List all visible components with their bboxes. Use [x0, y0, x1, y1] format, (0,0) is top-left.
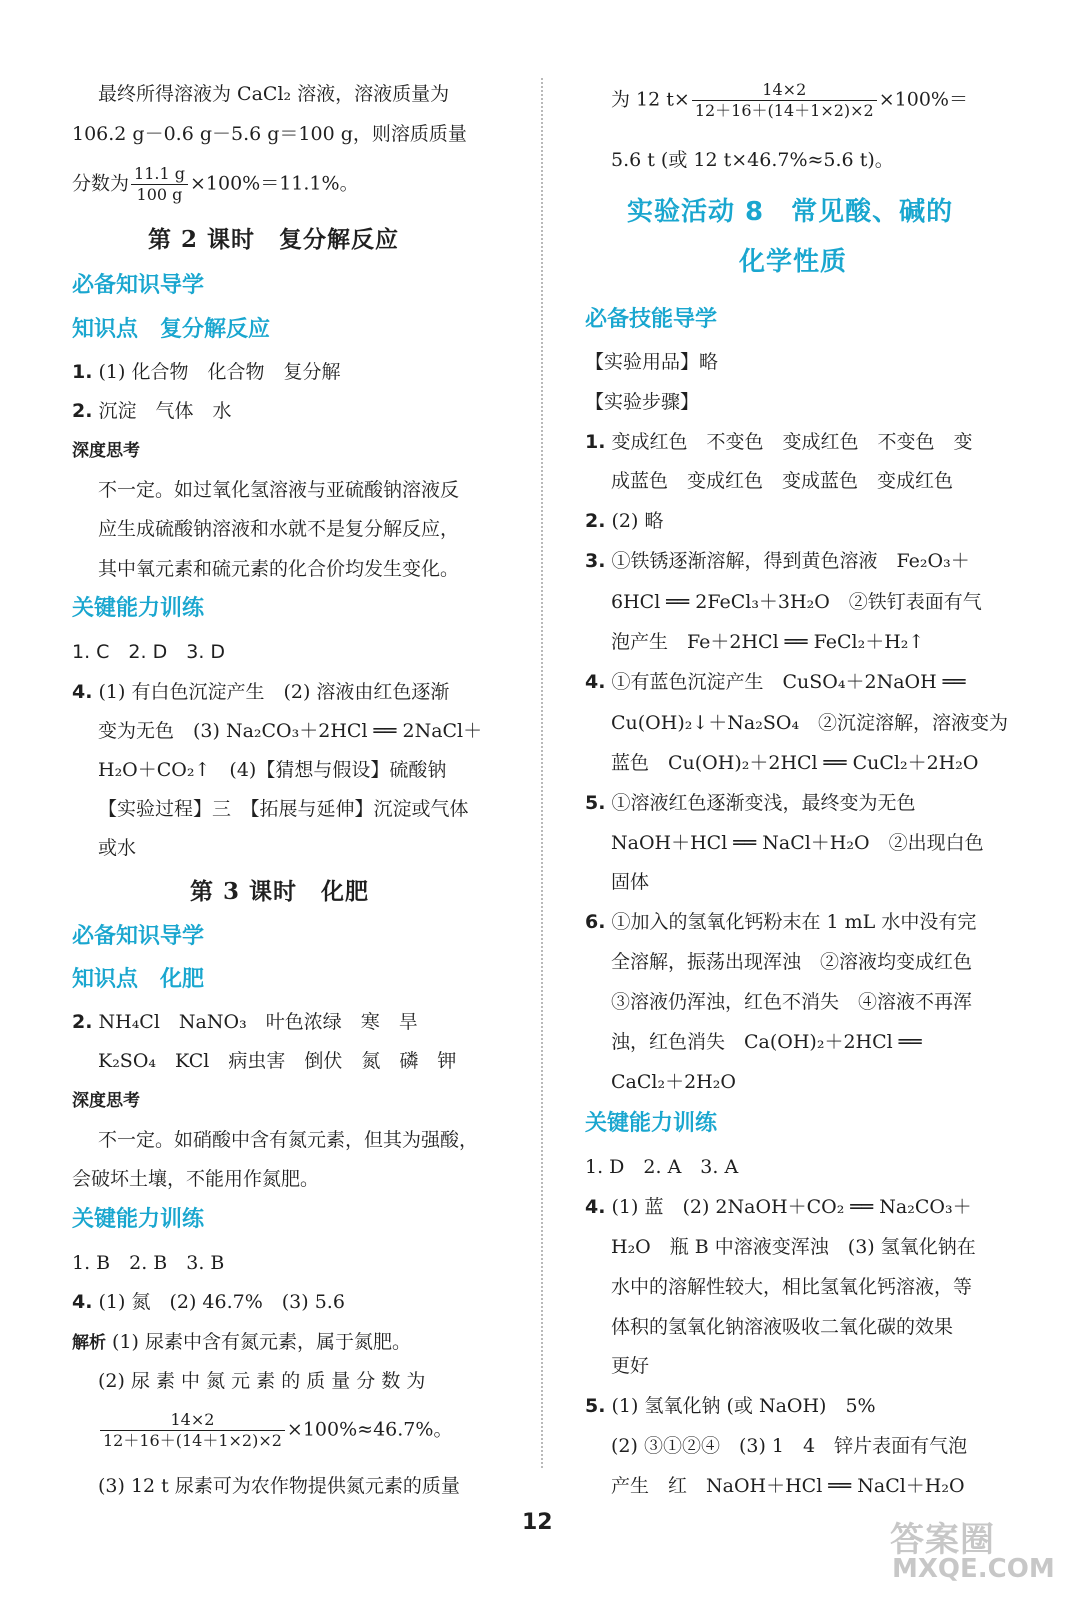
text-line: 【实验过程】三 【拓展与延伸】沉淀或气体: [98, 798, 469, 820]
answer-line: 3. ①铁锈逐渐溶解，得到黄色溶液 Fe₂O₃＋: [585, 550, 970, 572]
text-line: 体积的氢氧化钠溶液吸收二氧化碳的效果: [611, 1316, 954, 1338]
denominator: 100 g: [136, 185, 183, 204]
text-line: 106.2 g－0.6 g－5.6 g＝100 g，则溶质质量: [72, 123, 467, 145]
numerator: 11.1 g: [131, 164, 188, 185]
answer-line: 1. D 2. A 3. A: [585, 1156, 739, 1178]
answer-line: 2. 沉淀 气体 水: [72, 400, 232, 422]
page-number: 12: [522, 1510, 553, 1535]
divider: [541, 78, 543, 1468]
text-line: 浊，红色消失 Ca(OH)₂＋2HCl ══: [611, 1031, 922, 1053]
fraction: [692, 80, 877, 121]
answer-line: 4. (1) 蓝 (2) 2NaOH＋CO₂ ══ Na₂CO₃＋: [585, 1196, 972, 1218]
text-line: (2) 尿 素 中 氮 元 素 的 质 量 分 数 为: [98, 1370, 426, 1392]
numerator: 14×2: [100, 1410, 285, 1431]
text-line: 会破坏土壤，不能用作氮肥。: [72, 1168, 320, 1190]
numerator: 14×2: [692, 80, 877, 101]
text-line: 其中氧元素和硫元素的化合价均发生变化。: [98, 558, 460, 580]
section-heading: 必备技能导学: [585, 307, 718, 332]
text-line: 产生 红 NaOH＋HCl ══ NaCl＋H₂O: [611, 1475, 965, 1497]
text-line: 【实验步骤】: [585, 391, 700, 413]
text-line: H₂O 瓶 B 中溶液变浑浊 (3) 氢氧化钠在: [611, 1236, 976, 1258]
fraction-line: [98, 1410, 452, 1451]
denominator: 12＋16＋(14＋1×2)×2: [694, 101, 874, 120]
answer-line: 1. B 2. B 3. B: [72, 1252, 225, 1274]
answer-line: 4. ①有蓝色沉淀产生 CuSO₄＋2NaOH ══: [585, 671, 966, 693]
text-line: 蓝色 Cu(OH)₂＋2HCl ══ CuCl₂＋2H₂O: [611, 752, 979, 774]
text-line: 不一定。如硝酸中含有氮元素，但其为强酸，: [98, 1129, 479, 1151]
text-line: (3) 12 t 尿素可为农作物提供氮元素的质量: [98, 1475, 460, 1497]
answer-line: 2. NH₄Cl NaNO₃ 叶色浓绿 寒 旱: [72, 1011, 418, 1033]
text: ×100%＝: [878, 88, 968, 111]
section-heading: 关键能力训练: [585, 1111, 718, 1136]
text-line: Cu(OH)₂↓＋Na₂SO₄ ②沉淀溶解，溶液变为: [611, 712, 1009, 734]
text-line: H₂O＋CO₂↑ (4)【猜想与假设】硫酸钠: [98, 759, 447, 781]
fraction: [100, 1410, 285, 1451]
fraction: [131, 164, 188, 205]
text-line: 变为无色 (3) Na₂CO₃＋2HCl ══ 2NaCl＋: [98, 720, 483, 742]
section-heading: 必备知识导学: [72, 273, 205, 298]
text-line: K₂SO₄ KCl 病虫害 倒伏 氮 磷 钾: [98, 1050, 457, 1072]
analysis-label: 解析: [72, 1333, 106, 1353]
analysis-line: 解析 (1) 尿素中含有氮元素，属于氮肥。: [72, 1331, 412, 1353]
lesson-heading: 第 2 课时 复分解反应: [148, 226, 400, 253]
text-line: 成蓝色 变成红色 变成蓝色 变成红色: [611, 470, 954, 492]
text: 分数为: [72, 172, 130, 195]
text-line: (2) ③①②④ (3) 1 4 锌片表面有气泡: [611, 1435, 968, 1457]
deep-thinking-label: 深度思考: [72, 1091, 140, 1111]
watermark-text: 答案圈: [890, 1520, 995, 1560]
text: 为 12 t×: [611, 88, 690, 111]
knowledge-point-heading: 知识点 复分解反应: [72, 317, 271, 342]
denominator: 12＋16＋(14＋1×2)×2: [103, 1431, 282, 1450]
knowledge-point-heading: 知识点 化肥: [72, 967, 205, 992]
answer-line: 1. 变成红色 不变色 变成红色 不变色 变: [585, 431, 973, 453]
answer-line: 6. ①加入的氢氧化钙粉末在 1 mL 水中没有完: [585, 911, 977, 933]
section-heading: 关键能力训练: [72, 596, 205, 621]
section-heading: 必备知识导学: [72, 924, 205, 949]
experiment-title: 实验活动 8 常见酸、碱的: [627, 197, 954, 227]
lesson-heading: 第 3 课时 化肥: [190, 878, 370, 905]
section-heading: 关键能力训练: [72, 1207, 205, 1232]
text-line: 最终所得溶液为 CaCl₂ 溶液，溶液质量为: [98, 83, 450, 105]
text-line: 6HCl ══ 2FeCl₃＋3H₂O ②铁钉表面有气: [611, 591, 982, 613]
answer-line: 1. C 2. D 3. D: [72, 641, 226, 663]
text-line: ③溶液仍浑浊，红色不消失 ④溶液不再浑: [611, 991, 973, 1013]
text-line: 或水: [98, 837, 137, 859]
text-line: CaCl₂＋2H₂O: [611, 1071, 736, 1093]
answer-line: 2. (2) 略: [585, 510, 664, 532]
text-line: 更好: [611, 1355, 650, 1377]
text-line: 水中的溶解性较大，相比氢氧化钙溶液，等: [611, 1276, 973, 1298]
text-line: NaOH＋HCl ══ NaCl＋H₂O ②出现白色: [611, 832, 984, 854]
answer-line: 5. ①溶液红色逐渐变浅，最终变为无色: [585, 792, 916, 814]
fraction-line: [72, 164, 359, 205]
watermark-url: MXQE.COM: [892, 1554, 1055, 1584]
fraction-line: [611, 80, 968, 121]
text-line: 5.6 t (或 12 t×46.7%≈5.6 t)。: [611, 149, 894, 171]
answer-line: 4. (1) 氮 (2) 46.7% (3) 5.6: [72, 1291, 345, 1313]
text: ×100%＝11.1%。: [189, 172, 359, 195]
watermark-logo: [890, 1512, 1055, 1592]
answer-line: 1. (1) 化合物 化合物 复分解: [72, 361, 341, 383]
text-line: 【实验用品】略: [585, 351, 719, 373]
text-line: 固体: [611, 871, 650, 893]
answer-line: 4. (1) 有白色沉淀产生 (2) 溶液由红色逐渐: [72, 681, 450, 703]
text-line: 不一定。如过氧化氢溶液与亚硫酸钠溶液反: [98, 479, 460, 501]
text-line: 应生成硫酸钠溶液和水就不是复分解反应，: [98, 518, 460, 540]
text-line: 全溶解，振荡出现浑浊 ②溶液均变成红色: [611, 951, 973, 973]
text-line: 泡产生 Fe＋2HCl ══ FeCl₂＋H₂↑: [611, 631, 925, 653]
answer-line: 5. (1) 氢氧化钠 (或 NaOH) 5%: [585, 1395, 876, 1417]
deep-thinking-label: 深度思考: [72, 441, 140, 461]
experiment-title: 化学性质: [739, 247, 848, 277]
text: ×100%≈46.7%。: [286, 1418, 453, 1441]
